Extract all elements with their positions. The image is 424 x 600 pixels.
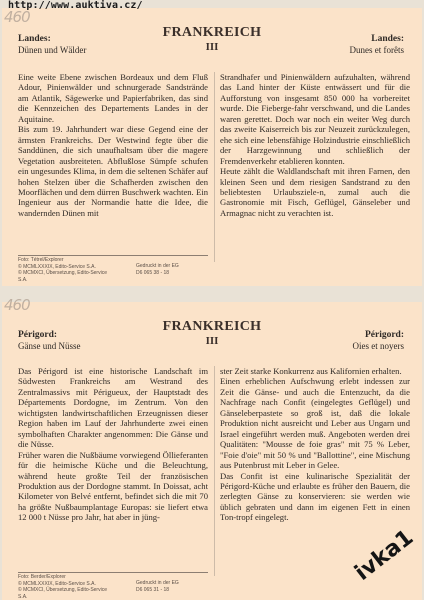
- copyright-line: © MCMXCI, Übersetzung, Edito-Service S.A.: [18, 270, 107, 283]
- copyright-line: © MCMLXXXIX, Edito-Service S.A.: [18, 263, 96, 270]
- region-heading-fr: [353, 330, 405, 352]
- footer-print-info: [136, 580, 211, 593]
- source-url: http://www.auktiva.cz/: [8, 0, 143, 11]
- column-separator: [214, 72, 215, 262]
- card-landes: [2, 8, 422, 286]
- text-column-left: [18, 366, 208, 523]
- paragraph: Heute zählt die Waldlandschaft mit ihren Farnen, den kleinen Seen und dem riesigen Sandstrand zu den beliebtesten Urlaubsziele-n, zumal auch die Gastronomie mit Fisch, Geflügel, Gänseleber und Armagnac nicht zu verachten ist.: [220, 166, 410, 218]
- paragraph: Eine weite Ebene zwischen Bordeaux und dem Fluß Adour, Pinienwälder und schnurgerade Sandstrände am Atlantik, Sägewerke und Papierfabriken, das sind die Kennzeichen des Departements Landes in der Aquitaine.: [18, 72, 208, 124]
- text-column-right: [220, 366, 410, 523]
- paragraph: ster Zeit starke Konkurrenz aus Kalifornien erhalten.: [220, 366, 402, 376]
- card-title: FRANKREICH: [162, 25, 262, 40]
- footer-credits: [18, 257, 113, 283]
- copyright-line: © MCMXCI, Übersetzung, Edito-Service S.A.: [18, 587, 107, 600]
- paragraph: Strandhafer und Pinienwäldern aufzuhalten, während das Land hinter der Küste entwässert und für die Aufforstung von insgesamt 850 000 ha vorbereitet wurde. Die Fieberge-fahr verschwand, und die Landes waren gerettet. Doch war noch ein weiter Weg durch das zweite Kaiserreich bis zur Neuzeit zurückzulegen, ehe sich eine lebensfähige Holzindustrie einschließlich der Harzgewinnung und schließlich der Fremdenverkehr etablieren konnten.: [220, 72, 410, 166]
- paragraph: Das Confit ist eine kulinarische Spezialität der Périgord-Küche und erlaubte es früher den Bauern, die zerlegten Gänse zu konservieren: sie werden wie üblich gebraten und dann im eigenen Fett in einen Ton-tropf eingelegt.: [220, 470, 410, 523]
- footer-divider: [18, 255, 208, 256]
- card-code: D6 065 31 - 18: [136, 586, 170, 593]
- region-subtitle-fr: Oies et noyers: [352, 341, 404, 351]
- paragraph: Einen erheblichen Aufschwung erlebt indessen zur Zeit die Gänse- und auch die Entenzucht, da die Nachfrage nach Confit (eingelegtes Geflügel) und Gänseleberpastete so groß ist, daß die lokale Produktion nicht ausreicht und Leber aus Ungarn und Israel eingeführt werden muß. Angeboten werden drei Qualitäten: "Mousse de foie gras" mit 75 % Leber, "Foie d'oie" mit 50 % und "Ballottine", eine Mischung aus Putenbrust mit Leber in Gelee.: [220, 376, 410, 471]
- region-subtitle-de: Gänse und Nüsse: [18, 341, 81, 351]
- pencil-number: 460: [4, 296, 30, 314]
- region-heading-de: [18, 34, 86, 56]
- region-subtitle-de: Dünen und Wälder: [18, 45, 87, 55]
- region-subtitle-fr: Dunes et forêts: [349, 45, 404, 55]
- region-name-de: Landes:: [18, 34, 51, 44]
- card-series-number: III: [205, 335, 219, 347]
- photo-credit: Foto: Tétrel/Explorer: [18, 257, 64, 263]
- print-location: Gedruckt in der EG: [136, 580, 179, 586]
- paragraph: Früher waren die Nußbäume vorwiegend Öllieferanten für die heimische Küche und die Beleuchtung, während heute großte Teil der französischen Produktion aus der Dordogne stammt. In Doissat, acht Kilometer von Belvé entfernt, befindet sich die mit 70 ha größte Nußbaumplantage Europas: sie liefert etwa 12 000 t Nüsse pro Jahr, hat aber in jüng-: [18, 449, 208, 523]
- region-heading-fr: [350, 34, 404, 56]
- footer-credits: [18, 574, 113, 600]
- copyright-line: © MCMLXXXIX, Edito-Service S.A.: [18, 580, 96, 587]
- region-name-fr: Landes:: [371, 34, 404, 44]
- print-location: Gedruckt in der EG: [136, 263, 179, 269]
- card-code: D6 065 38 - 18: [136, 269, 170, 276]
- region-heading-de: [18, 330, 81, 352]
- photo-credit: Foto: Berder/Explorer: [18, 574, 66, 580]
- card-title: FRANKREICH: [162, 319, 262, 334]
- pencil-number: 460: [4, 8, 30, 26]
- footer-print-info: [136, 263, 211, 276]
- paragraph: Bis zum 19. Jahrhundert war diese Gegend eine der ärmsten Frankreichs. Der Westwind fegte über die Sanddünen, die sich unaufhaltsam über die magere Vegetation ausbreiteten. Abflußlose Sümpfe schufen ein ungesundes Klima, in dem die seltenen Schäfer auf hohen Stelzen über die Schafherden zwischen den Moorflächen und dem dürren Buschwerk wachten. Ein Ingenieur aus der Normandie hatte die Idee, die wandernden Dünen mit: [18, 124, 208, 218]
- card-perigord: [2, 296, 422, 600]
- footer-divider: [18, 572, 208, 573]
- region-name-fr: Périgord:: [364, 330, 404, 340]
- text-column-left: [18, 72, 208, 218]
- paragraph: Das Périgord ist eine historische Landschaft im Südwesten Frankreichs am Westrand des Zentralmassivs mit Périgueux, der Hauptstadt des Départements Dordogne, im Zentrum. Von den wichtigsten landwirtschaftlichen Erzeugnissen dieser Region haben im Lauf der Jahrhunderte zwei einen symbolhaften Charakter angenommen: Die Gänse und die Nüsse.: [18, 366, 208, 450]
- seller-watermark: ivka1: [350, 525, 419, 586]
- column-separator: [214, 366, 215, 576]
- card-series-number: III: [205, 41, 219, 53]
- region-name-de: Périgord:: [18, 330, 58, 340]
- text-column-right: [220, 72, 410, 218]
